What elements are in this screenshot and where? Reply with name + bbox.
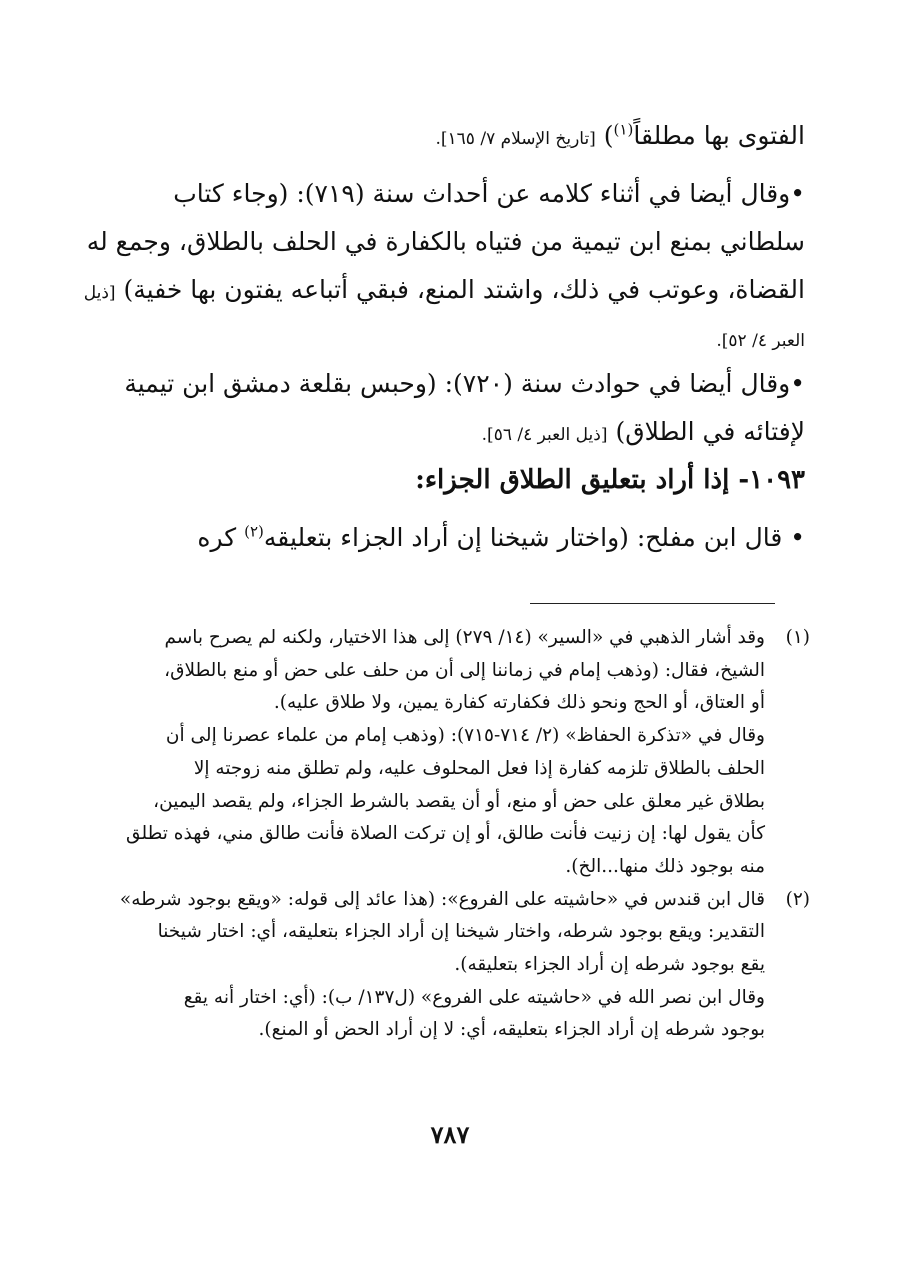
footnote-ref-2: (٢): [244, 522, 264, 541]
footnote-line: الشيخ، فقال: (وذهب إمام في زماننا إلى أن من حلف على حض أو منع بالطلاق،: [164, 659, 765, 681]
footnote-line: قال ابن قندس في «حاشيته على الفروع»: (هذا عائد إلى قوله: «ويقع بوجود شرطه»: [119, 888, 765, 910]
text-line: [83, 266, 805, 317]
text-line: [95, 408, 805, 459]
line-end-word: كره: [197, 523, 237, 552]
main-paragraph-2: [83, 170, 805, 365]
source-citation: [ذيل العبر ٤/ ٥٦].: [481, 425, 608, 445]
section-heading: ١٠٩٣- إذا أراد بتعليق الطلاق الجزاء:: [415, 465, 805, 495]
main-paragraph-1: [95, 112, 805, 163]
footnote-line: التقدير: ويقع بوجود شرطه، واختار شيخنا إن أراد الجزاء بتعليقه، أي: اختار شيخنا: [157, 921, 765, 943]
quote-text: لإفتائه في الطلاق): [615, 417, 805, 446]
footnote-2: [95, 884, 810, 1048]
source-citation: العبر ٤/ ٥٢].: [716, 331, 805, 351]
footnote-number: (١): [785, 627, 810, 648]
page-number: ٧٨٧: [430, 1120, 470, 1149]
footnote-line: بطلاق غير معلق على حض أو منع، أو أن يقصد بالشرط الجزاء، ولم يقصد اليمين،: [153, 790, 765, 812]
quote-text: الفتوى بها مطلقاً: [633, 121, 805, 150]
text-line: •وقال أيضا في أثناء كلامه عن أحداث سنة (٧١٩): (وجاء كتاب: [173, 179, 805, 208]
footnotes: [95, 622, 810, 1047]
footnote-line: الحلف بالطلاق تلزمه كفارة إذا فعل المحلوف عليه، ولم تطلق منه زوجته إلا: [193, 757, 765, 779]
footnote-ref-1: (١): [613, 120, 634, 139]
text-line: •وقال أيضا في حوادث سنة (٧٢٠): (وحبس بقلعة دمشق ابن تيمية: [124, 369, 805, 398]
source-citation: [ذيل: [83, 283, 116, 303]
quote-text: • قال ابن مفلح: (واختار شيخنا إن أراد الجزاء بتعليقه: [263, 523, 805, 552]
quote-close: ): [603, 121, 614, 150]
footnote-1: [95, 622, 810, 884]
footnote-line: وقد أشار الذهبي في «السير» (١٤/ ٢٧٩) إلى هذا الاختيار، ولكنه لم يصرح باسم: [164, 627, 765, 648]
footnote-separator: [530, 603, 775, 604]
text-line: [95, 112, 805, 163]
quote-text: القضاة، وعوتب في ذلك، واشتد المنع، فبقي أتباعه يفتون بها خفية): [123, 275, 805, 304]
footnote-line: وقال في «تذكرة الحفاظ» (٢/ ٧١٤-٧١٥): (وذهب إمام من علماء عصرنا إلى أن: [165, 725, 765, 747]
footnote-line: منه بوجود ذلك منها...الخ).: [565, 855, 765, 877]
source-citation: [تاريخ الإسلام ٧/ ١٦٥].: [435, 129, 596, 149]
text-line: سلطاني بمنع ابن تيمية من فتياه بالكفارة في الحلف بالطلاق، وجمع له: [86, 227, 805, 256]
footnote-line: أو العتاق، أو الحج ونحو ذلك فكفارته كفارة يمين، ولا طلاق عليه).: [273, 692, 765, 714]
footnote-line: بوجود شرطه إن أراد الجزاء بتعليقه، أي: لا إن أراد الحض أو المنع).: [258, 1019, 765, 1041]
main-paragraph-3: [95, 360, 805, 459]
footnote-line: كأن يقول لها: إن زنيت فأنت طالق، أو إن تركت الصلاة فأنت طالق مني، فهذه تطلق: [126, 823, 765, 845]
main-paragraph-4: [95, 514, 805, 562]
footnote-line: وقال ابن نصر الله في «حاشيته على الفروع» (ل١٣٧/ ب): (أي: اختار أنه يقع: [183, 986, 765, 1008]
text-line: [95, 514, 805, 562]
footnote-number: (٢): [785, 888, 810, 910]
footnote-line: يقع بوجود شرطه إن أراد الجزاء بتعليقه).: [454, 954, 765, 976]
